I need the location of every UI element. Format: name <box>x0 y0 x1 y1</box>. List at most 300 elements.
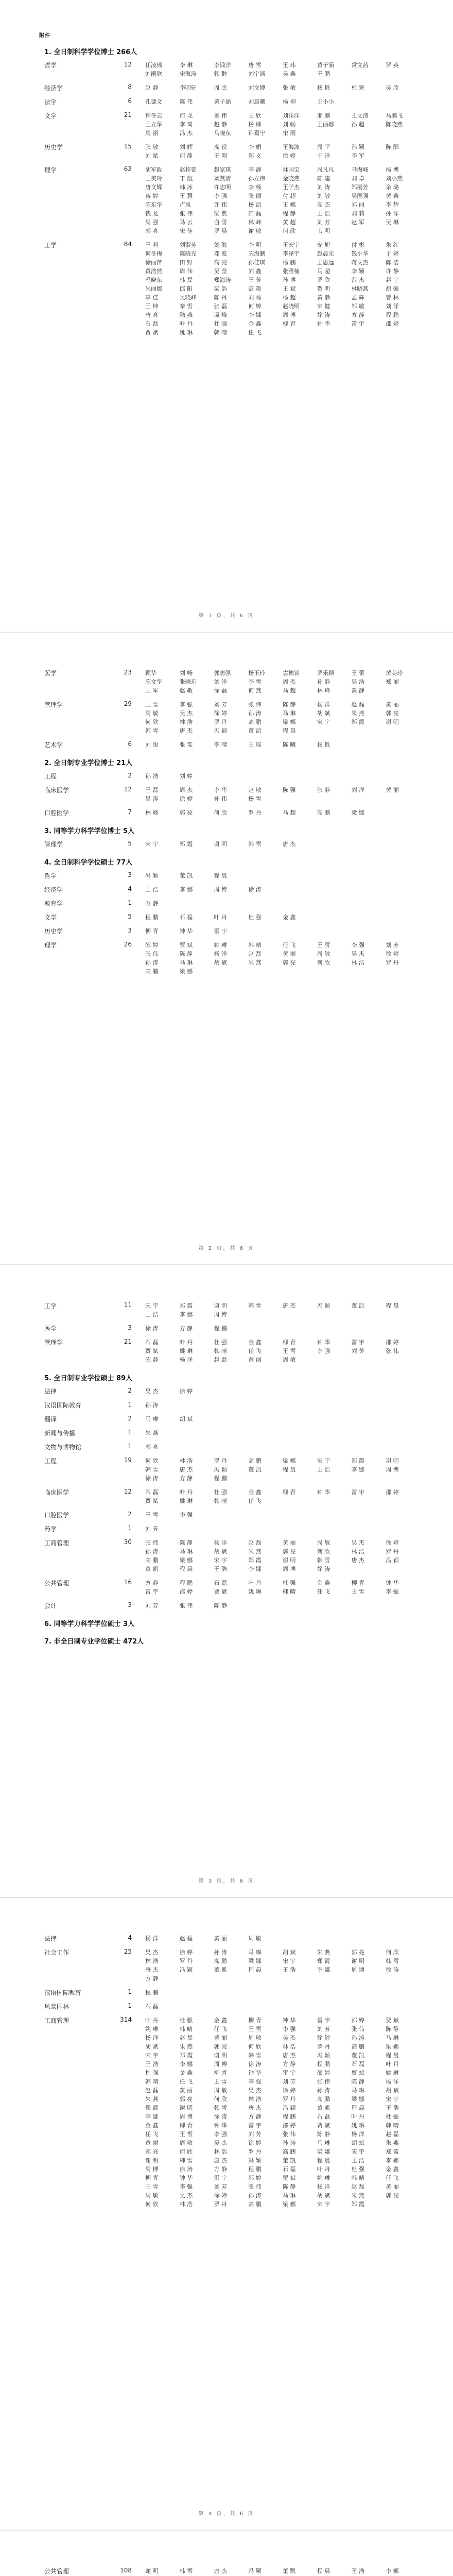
person-name: 钟 华 <box>179 2175 193 2181</box>
name-list <box>145 669 418 695</box>
person-name: 张 雯 <box>179 741 193 748</box>
person-name: 陈东华 <box>145 201 162 208</box>
attachment-header: 附件 <box>39 33 50 39</box>
person-name: 郑 霞 <box>179 841 193 848</box>
person-name: 宋 宇 <box>145 1302 159 1309</box>
discipline-count: 108 <box>120 2567 132 2574</box>
person-name: 罗 丹 <box>214 719 227 725</box>
person-name: 冯晓东 <box>145 277 162 283</box>
person-name: 李 强 <box>179 2183 193 2190</box>
discipline-row <box>44 899 418 908</box>
discipline-name: 会计 <box>44 1602 57 1609</box>
name-list <box>145 83 418 92</box>
person-name: 王 浩 <box>145 886 159 893</box>
person-name: 唐 杰 <box>214 2157 227 2164</box>
discipline-name: 工学 <box>44 1302 57 1310</box>
name-list <box>145 1387 418 1396</box>
discipline-row <box>44 83 418 92</box>
discipline-count: 12 <box>124 61 132 68</box>
person-name: 孙 涛 <box>145 959 159 966</box>
person-name: 高 鹏 <box>145 1557 159 1564</box>
discipline-count: 1 <box>128 1443 132 1450</box>
person-name: 谢 明 <box>386 1458 399 1464</box>
person-name: 柳 青 <box>283 1489 296 1496</box>
person-name: 郑海涛 <box>214 277 231 283</box>
person-name: 王 坤 <box>145 303 159 310</box>
discipline-row <box>44 772 418 781</box>
person-name: 雷 宇 <box>145 1588 159 1595</box>
person-name: 赵 静 <box>145 84 159 91</box>
person-name: 徐 婷 <box>283 2087 296 2094</box>
person-name: 何 欣 <box>214 809 227 816</box>
person-name: 冯 杰 <box>179 130 193 137</box>
person-name: 叶 丹 <box>179 1489 193 1496</box>
person-name: 郑 霞 <box>386 2148 399 2155</box>
person-name: 周 丽 <box>145 130 159 137</box>
person-name: 高 鹏 <box>214 1958 227 1964</box>
person-name: 王 雪 <box>145 1512 159 1518</box>
person-name: 金 鑫 <box>283 914 296 921</box>
person-name: 刘 洋 <box>351 787 364 793</box>
person-name: 黄 丽 <box>145 2140 159 2146</box>
person-name: 何 欣 <box>283 228 296 234</box>
person-name: 孙 涛 <box>248 710 262 717</box>
person-name: 许志明 <box>214 184 231 191</box>
person-name: 姚 琳 <box>386 2070 399 2076</box>
person-name: 高 鹏 <box>248 2201 262 2208</box>
discipline-count: 4 <box>128 1934 132 1941</box>
person-name: 梁 娜 <box>283 2201 296 2208</box>
person-name: 郭 亮 <box>179 2096 193 2103</box>
person-name: 程 晨 <box>386 2052 399 2059</box>
person-name: 冯 颖 <box>386 1557 399 1564</box>
person-name: 周 敏 <box>317 951 330 957</box>
person-name: 徐 婷 <box>317 2035 330 2041</box>
person-name: 周 博 <box>283 1566 296 1572</box>
person-name: 刘 畅 <box>179 670 193 676</box>
person-name: 徐 婷 <box>248 2140 262 2146</box>
person-name: 张 敏 <box>283 84 296 91</box>
person-name: 付 彬 <box>351 242 364 248</box>
person-name: 陈 静 <box>351 2078 364 2085</box>
person-name: 宋海鹏 <box>248 250 266 257</box>
person-name: 周 敏 <box>145 2192 159 2199</box>
person-name: 马 超 <box>283 687 296 694</box>
person-name: 林 浩 <box>179 2201 193 2208</box>
person-name: 王 军 <box>145 687 159 694</box>
person-name: 钟 华 <box>283 2017 296 2024</box>
person-name: 白 雪 <box>214 219 227 226</box>
person-name: 王 雪 <box>283 1348 296 1354</box>
discipline-name: 工商管理 <box>44 2017 69 2024</box>
person-name: 杨 洋 <box>145 1935 159 1942</box>
person-name: 方 静 <box>214 2166 227 2173</box>
discipline-name: 工学 <box>44 242 57 249</box>
person-name: 周 杰 <box>214 84 227 91</box>
person-name: 刘晨曦 <box>248 98 266 105</box>
person-name: 邢 鹏 <box>317 112 330 119</box>
person-name: 黄 丽 <box>386 2183 399 2190</box>
person-name: 梁 浩 <box>214 285 227 292</box>
person-name: 王 浩 <box>145 1311 159 1318</box>
person-name: 周 敏 <box>214 2087 227 2094</box>
person-name: 孙 涛 <box>351 2035 364 2041</box>
person-name: 王 鹏 <box>317 71 330 77</box>
person-name: 朱 燕 <box>386 2140 399 2146</box>
person-name: 冯 颖 <box>214 1466 227 1473</box>
person-name: 高 鹏 <box>145 968 159 975</box>
person-name: 陈文华 <box>145 679 162 685</box>
person-name: 石 磊 <box>179 914 193 921</box>
person-name: 钟 华 <box>317 320 330 327</box>
person-name: 高 鹏 <box>317 2096 330 2103</box>
name-list <box>145 143 418 160</box>
person-name: 谭 峰 <box>214 312 227 318</box>
person-name: 韩 雪 <box>214 2105 227 2111</box>
person-name: 程 鹏 <box>283 2113 296 2120</box>
person-name: 陈 建 <box>317 175 330 182</box>
person-name: 刘 芳 <box>145 1526 159 1532</box>
person-name: 宋 雨 <box>283 130 296 137</box>
person-name: 程 晨 <box>317 2568 330 2574</box>
person-name: 郭 亮 <box>145 1444 159 1450</box>
person-name: 钟 华 <box>386 1580 399 1586</box>
person-name: 邵 婷 <box>386 320 399 327</box>
person-name: 刘 芳 <box>317 2026 330 2032</box>
person-name: 韩 晴 <box>179 2026 193 2032</box>
person-name: 梁 娜 <box>351 2096 364 2103</box>
name-list <box>145 1601 418 1610</box>
person-name: 韩 雪 <box>317 1557 330 1564</box>
person-name: 杨 洋 <box>317 2183 330 2190</box>
person-name: 李 琳 <box>179 62 193 69</box>
person-name: 陈 伟 <box>179 98 193 105</box>
person-name: 徐 婷 <box>179 1949 193 1956</box>
person-name: 胡 斌 <box>179 1416 193 1422</box>
person-name: 郭 亮 <box>283 959 296 966</box>
person-name: 马 琳 <box>145 1416 159 1422</box>
discipline-name: 临床医学 <box>44 1489 69 1496</box>
person-name: 罗 晨 <box>214 228 227 234</box>
discipline-count: 12 <box>124 1488 132 1495</box>
discipline-row <box>44 1338 418 1364</box>
person-name: 徐 涛 <box>248 886 262 893</box>
discipline-name: 历史学 <box>44 144 63 151</box>
person-name: 罗 丹 <box>386 1548 399 1555</box>
person-name: 林 浩 <box>248 2096 262 2103</box>
discipline-name: 法律 <box>44 1388 57 1395</box>
person-name: 徐 涛 <box>179 2166 193 2173</box>
person-name: 金 鑫 <box>214 2017 227 2024</box>
person-name: 马鹏飞 <box>386 112 403 119</box>
person-name: 柳 青 <box>248 2017 262 2024</box>
discipline-count: 1 <box>128 1429 132 1436</box>
person-name: 赵 宇 <box>386 277 399 283</box>
person-name: 冯 颖 <box>145 872 159 879</box>
person-name: 任 飞 <box>179 2078 193 2085</box>
discipline-name: 法律 <box>44 1935 57 1942</box>
person-name: 周凡凡 <box>317 166 334 173</box>
discipline-name: 汉语国际教育 <box>44 1402 82 1409</box>
person-name: 孙 涛 <box>214 1949 227 1956</box>
person-name: 林 峰 <box>145 809 159 816</box>
person-name: 李 强 <box>179 1512 193 1518</box>
person-name: 石 磊 <box>283 2166 296 2173</box>
person-name: 周 敏 <box>145 710 159 717</box>
person-name: 朱 燕 <box>179 2043 193 2050</box>
person-name: 方 静 <box>248 2113 262 2120</box>
person-name: 王 瑶 <box>248 741 262 748</box>
person-name: 刘 伟 <box>214 112 227 119</box>
discipline-count: 1 <box>128 1401 132 1408</box>
person-name: 李 娜 <box>179 1311 193 1318</box>
person-name: 黄 静 <box>317 294 330 301</box>
person-name: 徐丽萍 <box>145 259 162 266</box>
person-name: 李 静 <box>248 166 262 173</box>
person-name: 周 博 <box>283 312 296 318</box>
person-name: 孙 涛 <box>145 1548 159 1555</box>
discipline-count: 1 <box>128 1524 132 1532</box>
person-name: 胡 斌 <box>386 2087 399 2094</box>
person-name: 何 欣 <box>179 2148 193 2155</box>
person-name: 李明轩 <box>179 84 197 91</box>
person-name: 余 璐 <box>386 184 399 191</box>
person-name: 韩 晴 <box>283 1588 296 1595</box>
person-name: 周 伟 <box>179 268 193 275</box>
person-name: 邵 婷 <box>386 1489 399 1496</box>
person-name: 邵 婷 <box>248 2175 262 2181</box>
person-name: 朱 燕 <box>248 959 262 966</box>
person-name: 王 刚 <box>214 152 227 159</box>
person-name: 韩 晴 <box>351 2175 364 2181</box>
person-name: 韩 雪 <box>179 2157 193 2164</box>
discipline-name: 文物与博物馆 <box>44 1444 82 1451</box>
person-name: 石 磊 <box>145 1339 159 1346</box>
person-name: 孙 超 <box>351 121 364 128</box>
person-name: 刘雨欣 <box>145 71 162 77</box>
person-name: 马 琳 <box>317 2140 330 2146</box>
person-name: 郭 亮 <box>283 1548 296 1555</box>
person-name: 王 蕾 <box>351 670 364 676</box>
person-name: 谢 明 <box>145 2568 159 2574</box>
person-name: 唐 杰 <box>179 727 193 734</box>
person-name: 韩 晴 <box>248 942 262 948</box>
person-name: 杨 洋 <box>386 2078 399 2085</box>
person-name: 胡 斌 <box>214 1548 227 1555</box>
discipline-row <box>44 1456 418 1483</box>
person-name: 马海峰 <box>351 166 369 173</box>
person-name: 刘 芳 <box>145 1602 159 1609</box>
name-list <box>145 1538 418 1573</box>
person-name: 徐 涛 <box>317 312 330 318</box>
person-name: 吴 浩 <box>351 679 364 685</box>
person-name: 林 峰 <box>317 687 330 694</box>
person-name: 贾 斌 <box>283 2175 296 2181</box>
discipline-row <box>44 669 418 695</box>
person-name: 赵 敏 <box>248 787 262 793</box>
person-name: 姚 琳 <box>351 2122 364 2129</box>
person-name: 常文茜 <box>351 62 369 69</box>
discipline-name: 经济学 <box>44 886 63 893</box>
person-name: 刘 洋 <box>214 679 227 685</box>
person-name: 李 娜 <box>248 312 262 318</box>
person-name: 刘 芳 <box>214 2183 227 2190</box>
person-name: 孙 涛 <box>145 1402 159 1409</box>
person-name: 刘小燕 <box>386 175 403 182</box>
person-name: 刘 卓 <box>351 175 364 182</box>
discipline-name: 新闻与传播 <box>44 1430 76 1437</box>
name-list <box>145 941 418 976</box>
person-name: 胡 斌 <box>317 710 330 717</box>
person-name: 何 静 <box>179 152 193 159</box>
person-name: 唐 杰 <box>283 2052 296 2059</box>
person-name: 张 伟 <box>248 2183 262 2190</box>
person-name: 周 杰 <box>283 679 296 685</box>
person-name: 孙 伟 <box>214 795 227 802</box>
person-name: 陈 静 <box>214 1602 227 1609</box>
discipline-count: 21 <box>124 111 132 118</box>
person-name: 郑 霞 <box>351 2201 364 2208</box>
person-name: 赵 磊 <box>351 701 364 708</box>
discipline-count: 26 <box>124 941 132 948</box>
discipline-name: 风景园林 <box>44 2003 69 2010</box>
section-title: 7. 非全日制专业学位硕士 472人 <box>44 1638 144 1646</box>
person-name: 任 飞 <box>248 1498 262 1504</box>
person-name: 陈 洁 <box>386 259 399 266</box>
person-name: 马 超 <box>283 809 296 816</box>
person-name: 徐 婷 <box>386 951 399 957</box>
discipline-count: 1 <box>128 2002 132 2009</box>
name-list <box>145 2016 418 2209</box>
person-name: 冯 颖 <box>317 1302 330 1309</box>
person-name: 郑丽芳 <box>351 184 369 191</box>
person-name: 宋 健 <box>317 303 330 310</box>
person-name: 罗 丹 <box>179 1958 193 1964</box>
person-name: 董 凯 <box>248 1466 262 1473</box>
discipline-row <box>44 97 418 106</box>
person-name: 杨 帆 <box>317 84 330 91</box>
person-name: 陈 强 <box>283 787 296 793</box>
person-name: 高 鹏 <box>248 1458 262 1464</box>
person-name: 田 磊 <box>248 210 262 217</box>
person-name: 罗乐顺 <box>317 670 334 676</box>
person-name: 朱 燕 <box>351 2192 364 2199</box>
person-name: 何 欣 <box>248 2043 262 2050</box>
person-name: 杨 柳 <box>248 121 262 128</box>
discipline-name: 工程 <box>44 1458 57 1465</box>
person-name: 罗 欣 <box>317 277 330 283</box>
person-name: 金 鑫 <box>317 1580 330 1586</box>
person-name: 石 磊 <box>145 320 159 327</box>
discipline-name: 历史学 <box>44 928 63 935</box>
person-name: 徐 涛 <box>386 1967 399 1973</box>
person-name: 杜 强 <box>214 1339 227 1346</box>
person-name: 郑 义 <box>248 152 262 159</box>
person-name: 王子杰 <box>283 184 300 191</box>
person-name: 林国宝 <box>283 166 300 173</box>
person-name: 李 娜 <box>145 2113 159 2120</box>
person-name: 韩 磊 <box>179 277 193 283</box>
person-name: 陈 丹 <box>214 294 227 301</box>
person-name: 冯 颖 <box>248 2157 262 2164</box>
person-name: 杨玉玲 <box>248 670 266 676</box>
person-name: 柳 青 <box>145 2175 159 2181</box>
discipline-name: 医学 <box>44 670 57 677</box>
person-name: 宋 宇 <box>145 2052 159 2059</box>
person-name: 邵 婷 <box>283 2122 296 2129</box>
person-name: 王海波 <box>283 144 300 150</box>
person-name: 金 鑫 <box>248 1489 262 1496</box>
person-name: 王 雪 <box>145 701 159 708</box>
name-list <box>145 927 418 936</box>
person-name: 梁 娜 <box>248 1958 262 1964</box>
person-name: 吴 杰 <box>351 1539 364 1546</box>
name-list <box>145 1488 418 1505</box>
person-name: 李 娜 <box>317 1967 330 1973</box>
person-name: 陈 静 <box>145 1357 159 1363</box>
section-title: 6. 同等学力科学学位硕士 3人 <box>44 1620 135 1628</box>
person-name: 邓 波 <box>214 250 227 257</box>
person-name: 程 晨 <box>351 2105 364 2111</box>
person-name: 孙 浩 <box>145 773 159 779</box>
person-name: 刘 鑫 <box>248 268 262 275</box>
person-name: 杨 洋 <box>214 1539 227 1546</box>
person-name: 朱丽娜 <box>145 285 162 292</box>
person-name: 郭 亮 <box>351 1949 364 1956</box>
discipline-row <box>44 1579 418 1596</box>
person-name: 李 强 <box>214 193 227 199</box>
person-name: 袁德铭 <box>283 670 300 676</box>
person-name: 朱 燕 <box>145 2096 159 2103</box>
person-name: 林 浩 <box>214 2148 227 2155</box>
discipline-name: 工商管理 <box>44 1539 69 1547</box>
person-name: 王 玮 <box>283 62 296 69</box>
person-name: 徐 婷 <box>214 2192 227 2199</box>
discipline-count: 62 <box>124 165 132 173</box>
discipline-count: 23 <box>124 669 132 676</box>
person-name: 王 浩 <box>317 210 330 217</box>
person-name: 方 静 <box>145 900 159 907</box>
person-name: 吴 杰 <box>214 2140 227 2146</box>
person-name: 吴 杰 <box>248 2087 262 2094</box>
person-name: 张 静 <box>317 787 330 793</box>
person-name: 周 博 <box>214 2061 227 2067</box>
discipline-count: 25 <box>124 1948 132 1955</box>
person-name: 卢凤 <box>179 201 191 208</box>
person-name: 程 鹏 <box>317 2061 330 2067</box>
person-name: 任 飞 <box>386 2175 399 2181</box>
person-name: 刘 畅 <box>283 121 296 128</box>
person-name: 孙 涛 <box>283 2140 296 2146</box>
person-name: 周 杰 <box>179 787 193 793</box>
person-name: 孙 颖 <box>351 144 364 150</box>
person-name: 宋 宇 <box>351 2148 364 2155</box>
person-name: 黄 丽 <box>283 1539 296 1546</box>
discipline-name: 翻译 <box>44 1416 57 1423</box>
person-name: 姚 琳 <box>214 942 227 948</box>
person-name: 孙 静 <box>317 679 330 685</box>
name-list <box>145 2567 418 2576</box>
person-name: 唐 杰 <box>179 1466 193 1473</box>
discipline-count: 3 <box>128 927 132 934</box>
person-name: 何 欣 <box>317 1548 330 1555</box>
person-name: 李 颖 <box>351 268 364 275</box>
name-list <box>145 165 418 235</box>
name-list <box>145 1579 418 1596</box>
person-name: 张 伟 <box>179 1602 193 1609</box>
person-name: 王 浩 <box>214 1566 227 1572</box>
person-name: 邵 婷 <box>386 1339 399 1346</box>
